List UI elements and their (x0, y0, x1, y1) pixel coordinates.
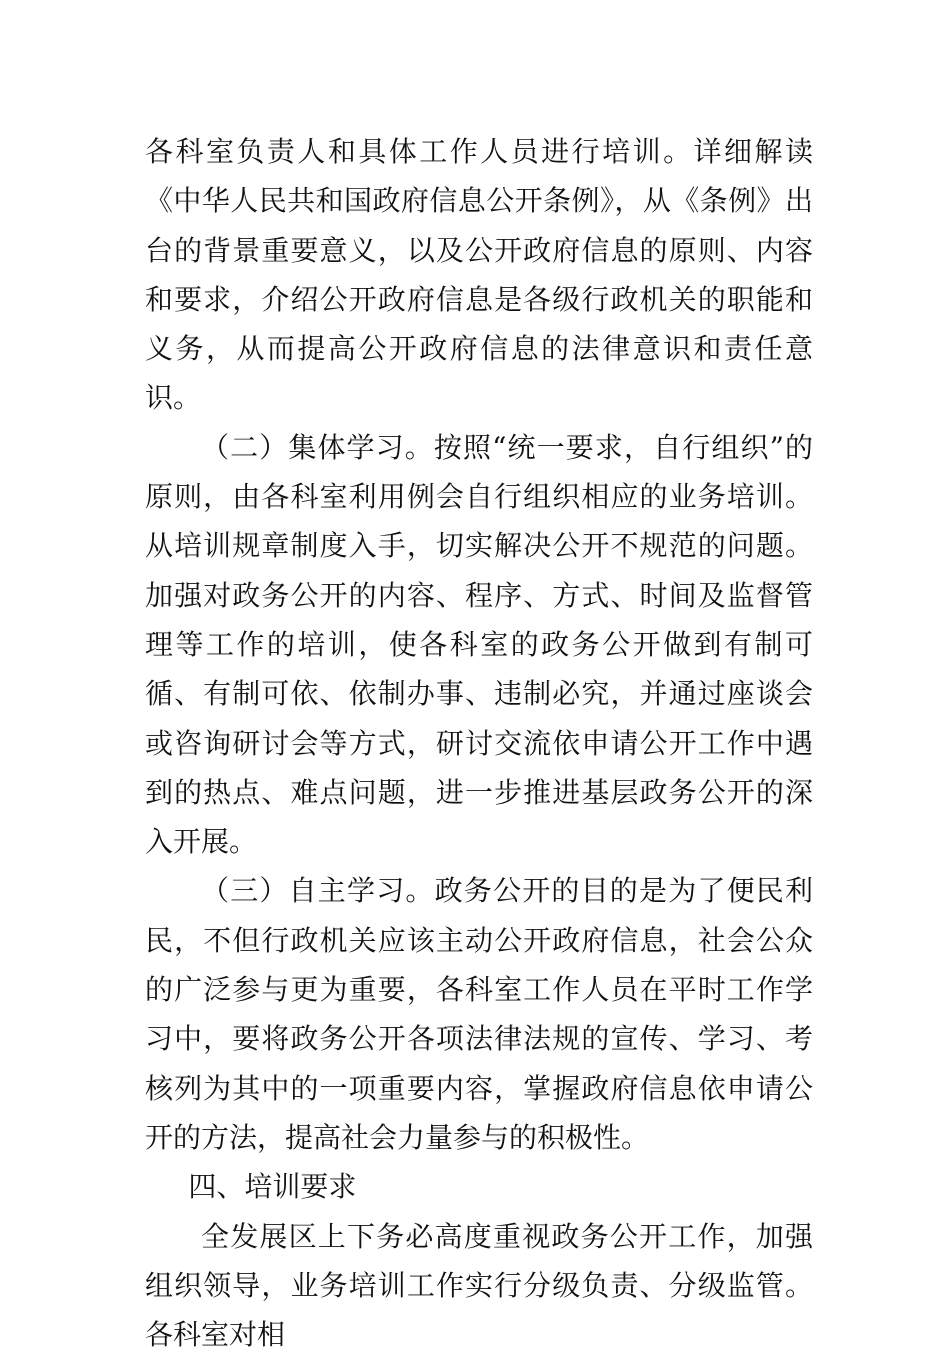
paragraph-continuation: 各科室负责人和具体工作人员进行培训。详细解读《中华人民共和国政府信息公开条例》，从《条例》出台的背景重要意义，以及公开政府信息的原则、内容和要求，介绍公开政府信息是各级行政机关的职能和义务，从而提高公开政府信息的法律意识和责任意识。 (145, 135, 813, 415)
paragraph-collective-study: （二）集体学习。按照“统一要求，自行组织”的原则，由各科室利用例会自行组织相应的业务培训。从培训规章制度入手，切实解决公开不规范的问题。加强对政务公开的内容、程序、方式、时间及监督管理等工作的培训，使各科室的政务公开做到有制可循、有制可依、依制办事、违制必究，并通过座谈会或咨询研讨会等方式，研讨交流依申请公开工作中遇到的热点、难点问题，进一步推进基层政务公开的深入开展。 (145, 430, 813, 859)
paragraph-training-requirements: 全发展区上下务必高度重视政务公开工作，加强组织领导，业务培训工作实行分级负责、分级监管。各科室对相 (145, 1219, 813, 1352)
paragraph-self-study: （三）自主学习。政务公开的目的是为了便民利民，不但行政机关应该主动公开政府信息，社会公众的广泛参与更为重要，各科室工作人员在平时工作学习中，要将政务公开各项法律法规的宣传、学习、考核列为其中的一项重要内容，掌握政府信息依申请公开的方法，提高社会力量参与的积极性。 (145, 874, 813, 1154)
section-heading-training-requirements: 四、培训要求 (188, 1170, 357, 1204)
body-text (145, 127, 813, 1359)
